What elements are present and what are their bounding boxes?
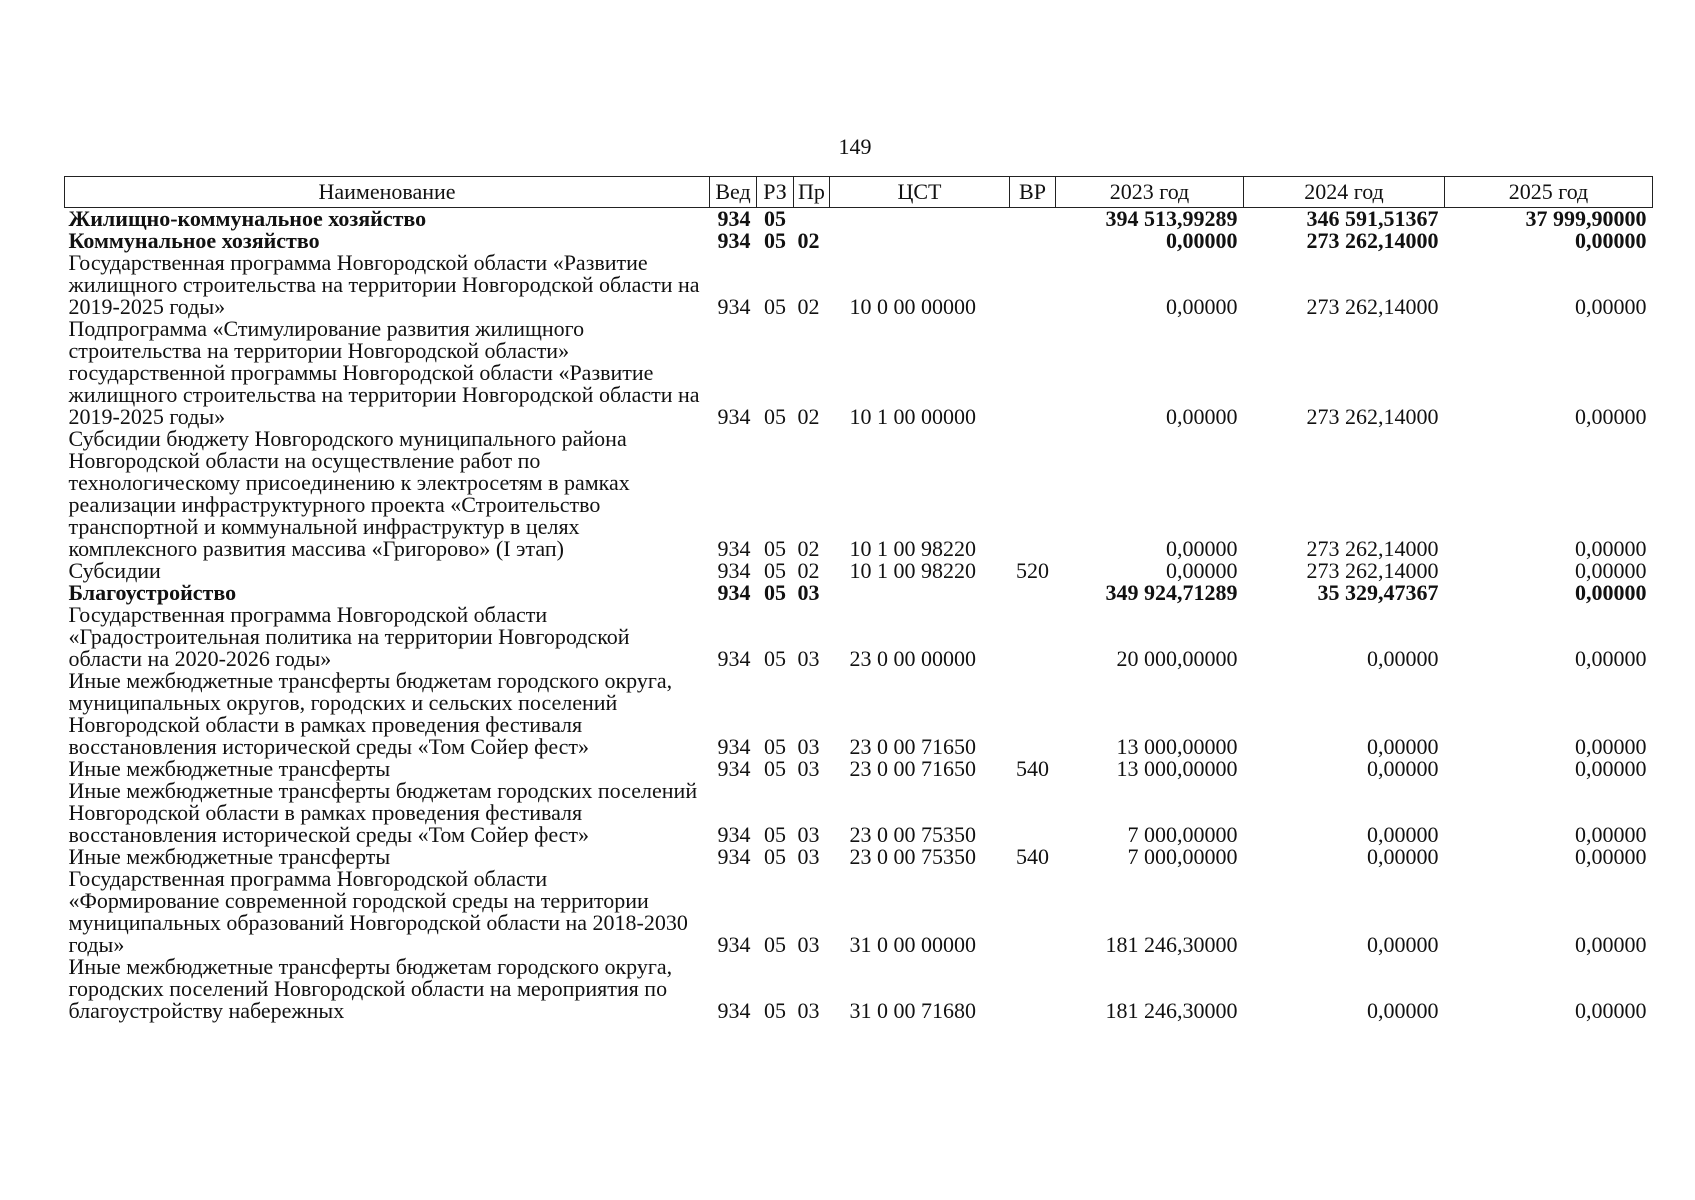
table-row [65, 560, 1653, 582]
row-name: Благоустройство [68, 580, 237, 605]
row-2024: 0,00000 [1367, 646, 1439, 671]
row-vr: 520 [1016, 558, 1049, 583]
row-2023: 0,00000 [1166, 228, 1238, 253]
row-rz: 05 [764, 228, 786, 253]
row-rz: 05 [764, 998, 786, 1023]
row-2025: 0,00000 [1575, 294, 1647, 319]
row-vr [1010, 318, 1056, 428]
row-vr: 540 [1016, 844, 1049, 869]
row-vr [1010, 956, 1056, 1022]
row-vr [1010, 868, 1056, 956]
header-2025: 2025 год [1445, 177, 1653, 208]
row-vr [1010, 428, 1056, 560]
row-ved: 934 [717, 734, 751, 759]
row-2023: 7 000,00000 [1127, 822, 1238, 847]
row-vr [1010, 208, 1056, 231]
row-pr: 03 [797, 646, 820, 671]
row-pr: 03 [797, 932, 820, 957]
row-rz: 05 [764, 294, 786, 319]
row-rz: 05 [764, 822, 786, 847]
row-vr [1010, 604, 1056, 670]
row-2024: 0,00000 [1367, 734, 1439, 759]
row-name: Иные межбюджетные трансферты [68, 756, 391, 781]
row-name: Иные межбюджетные трансферты бюджетам городских поселений Новгородской области в рамках проведения фестиваля восстановления исторической среды «Том Сойер фест» [68, 778, 698, 847]
row-vr [1010, 230, 1056, 252]
row-pr [794, 208, 830, 231]
row-rz: 05 [764, 580, 786, 605]
row-2025: 0,00000 [1575, 646, 1647, 671]
row-rz: 05 [764, 844, 786, 869]
row-cst [830, 582, 1010, 604]
row-ved: 934 [717, 822, 751, 847]
row-pr: 03 [797, 822, 820, 847]
row-pr: 03 [797, 756, 820, 781]
table-row-section-housing [65, 208, 1653, 231]
row-2025: 0,00000 [1575, 844, 1647, 869]
table-row [65, 956, 1653, 1022]
row-rz: 05 [764, 756, 786, 781]
row-2023: 181 246,30000 [1105, 998, 1238, 1023]
row-vr [1010, 252, 1056, 318]
row-2024: 0,00000 [1367, 822, 1439, 847]
row-2025: 0,00000 [1575, 558, 1647, 583]
row-cst: 10 1 00 98220 [849, 536, 976, 561]
row-ved: 934 [717, 580, 751, 605]
row-pr: 02 [797, 404, 820, 429]
row-2025: 0,00000 [1575, 228, 1647, 253]
row-cst: 23 0 00 71650 [849, 756, 976, 781]
row-pr: 03 [797, 998, 820, 1023]
row-2024: 273 262,14000 [1306, 228, 1439, 253]
row-cst: 31 0 00 71680 [849, 998, 976, 1023]
table-row [65, 846, 1653, 868]
row-2025: 0,00000 [1575, 756, 1647, 781]
row-2023: 349 924,71289 [1105, 580, 1238, 605]
row-cst [830, 208, 1010, 231]
table-row [65, 758, 1653, 780]
row-name: Государственная программа Новгородской области «Развитие жилищного строительства на территории Новгородской области на 2019-2025 годы» [68, 250, 700, 319]
row-2025: 0,00000 [1575, 822, 1647, 847]
row-2024: 273 262,14000 [1306, 558, 1439, 583]
row-2023: 394 513,99289 [1105, 206, 1238, 231]
row-2023: 181 246,30000 [1105, 932, 1238, 957]
row-ved: 934 [717, 646, 751, 671]
row-pr: 03 [797, 580, 820, 605]
row-ved: 934 [717, 998, 751, 1023]
header-2023: 2023 год [1056, 177, 1244, 208]
row-rz: 05 [764, 206, 786, 231]
budget-table [64, 176, 1653, 1022]
row-cst: 23 0 00 00000 [849, 646, 976, 671]
row-2023: 0,00000 [1166, 558, 1238, 583]
row-name: Субсидии [68, 558, 161, 583]
row-ved: 934 [717, 844, 751, 869]
row-2024: 0,00000 [1367, 998, 1439, 1023]
row-2023: 20 000,00000 [1116, 646, 1238, 671]
row-2024: 0,00000 [1367, 932, 1439, 957]
table-header [65, 177, 1653, 208]
row-name: Иные межбюджетные трансферты бюджетам городского округа, городских поселений Новгородской области на мероприятия по благоустройству набережных [68, 954, 673, 1023]
row-2025: 0,00000 [1575, 998, 1647, 1023]
row-cst: 23 0 00 75350 [849, 822, 976, 847]
row-name: Иные межбюджетные трансферты [68, 844, 391, 869]
row-2024: 273 262,14000 [1306, 404, 1439, 429]
row-ved: 934 [717, 558, 751, 583]
row-vr [1010, 670, 1056, 758]
table-row [65, 428, 1653, 560]
table-row-section-communal [65, 230, 1653, 252]
row-name: Государственная программа Новгородской области «Градостроительная политика на территории Новгородской области на 2020-2026 годы» [68, 602, 630, 671]
row-vr: 540 [1016, 756, 1049, 781]
table-row [65, 318, 1653, 428]
row-name: Подпрограмма «Стимулирование развития жилищного строительства на территории Новгородской области» государственной программы Новгородской области «Развитие жилищного строительства на территории Новгородской области на 2019-2025 годы» [68, 316, 700, 429]
row-ved: 934 [717, 756, 751, 781]
row-pr: 02 [797, 558, 820, 583]
row-pr: 02 [797, 294, 820, 319]
table-row [65, 604, 1653, 670]
table-row-section-landscaping [65, 582, 1653, 604]
row-rz: 05 [764, 734, 786, 759]
row-2024: 0,00000 [1367, 756, 1439, 781]
table-row [65, 868, 1653, 956]
header-pr: Пр [794, 177, 830, 208]
row-pr: 03 [797, 734, 820, 759]
row-rz: 05 [764, 932, 786, 957]
row-2025: 0,00000 [1575, 536, 1647, 561]
row-vr [1010, 780, 1056, 846]
row-name: Субсидии бюджету Новгородского муниципального района Новгородской области на осуществление работ по технологическому присоединению к электросетям в рамках реализации инфраструктурного проекта «Строительство транспортной и коммунальной инфраструктур в целях комплексного развития массива «Григорово» (I этап) [68, 426, 630, 561]
row-2025: 0,00000 [1575, 932, 1647, 957]
row-name: Иные межбюджетные трансферты бюджетам городского округа, муниципальных округов, городских и сельских поселений Новгородской области в рамках проведения фестиваля восстановления исторической среды «Том Сойер фест» [68, 668, 673, 759]
table-row [65, 252, 1653, 318]
row-2025: 37 999,90000 [1525, 206, 1647, 231]
row-2024: 346 591,51367 [1306, 206, 1439, 231]
row-ved: 934 [717, 536, 751, 561]
table-row [65, 780, 1653, 846]
row-ved: 934 [717, 932, 751, 957]
row-2024: 35 329,47367 [1317, 580, 1439, 605]
table-body [65, 208, 1653, 1023]
row-vr [1010, 582, 1056, 604]
row-pr: 02 [797, 228, 820, 253]
row-2024: 273 262,14000 [1306, 536, 1439, 561]
row-2025: 0,00000 [1575, 404, 1647, 429]
row-name: Государственная программа Новгородской области «Формирование современной городской среды на территории муниципальных образований Новгородской области на 2018-2030 годы» [68, 866, 688, 957]
row-2023: 13 000,00000 [1116, 756, 1238, 781]
row-rz: 05 [764, 536, 786, 561]
row-cst [830, 230, 1010, 252]
row-cst: 23 0 00 71650 [849, 734, 976, 759]
header-vr: ВР [1010, 177, 1056, 208]
row-rz: 05 [764, 646, 786, 671]
row-2024: 273 262,14000 [1306, 294, 1439, 319]
row-name: Жилищно-коммунальное хозяйство [68, 206, 427, 231]
row-2023: 7 000,00000 [1127, 844, 1238, 869]
row-cst: 10 1 00 00000 [849, 404, 976, 429]
row-2023: 0,00000 [1166, 294, 1238, 319]
row-ved: 934 [717, 206, 751, 231]
header-2024: 2024 год [1244, 177, 1445, 208]
row-pr: 02 [797, 536, 820, 561]
row-2023: 0,00000 [1166, 404, 1238, 429]
row-rz: 05 [764, 404, 786, 429]
row-2025: 0,00000 [1575, 734, 1647, 759]
row-pr: 03 [797, 844, 820, 869]
page-number: 149 [838, 134, 872, 159]
row-2024: 0,00000 [1367, 844, 1439, 869]
row-cst: 10 1 00 98220 [849, 558, 976, 583]
header-cst: ЦСТ [830, 177, 1010, 208]
row-ved: 934 [717, 228, 751, 253]
row-cst: 23 0 00 75350 [849, 844, 976, 869]
header-rz: РЗ [757, 177, 794, 208]
row-rz: 05 [764, 558, 786, 583]
row-2025: 0,00000 [1575, 580, 1647, 605]
row-ved: 934 [717, 294, 751, 319]
row-ved: 934 [717, 404, 751, 429]
table-row [65, 670, 1653, 758]
header-name: Наименование [65, 177, 710, 208]
row-cst: 10 0 00 00000 [849, 294, 976, 319]
row-cst: 31 0 00 00000 [849, 932, 976, 957]
row-2023: 0,00000 [1166, 536, 1238, 561]
header-ved: Вед [710, 177, 757, 208]
row-2023: 13 000,00000 [1116, 734, 1238, 759]
row-name: Коммунальное хозяйство [68, 228, 320, 253]
